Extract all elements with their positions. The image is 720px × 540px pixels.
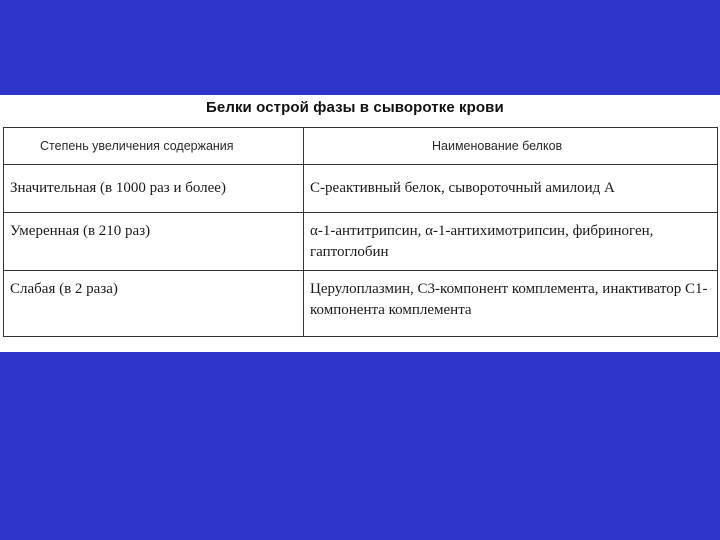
cell-level-significant: Значительная (в 1000 раз и более) [4, 165, 304, 213]
table-row [4, 165, 718, 213]
header-proteins: Наименование белков [304, 128, 718, 165]
cell-proteins-moderate: α-1-антитрипсин, α-1-антихимотрипсин, фибриноген, гаптоглобин [304, 213, 718, 271]
table-row [4, 271, 718, 337]
cell-level-weak: Слабая (в 2 раза) [4, 271, 304, 337]
cell-level-moderate: Умеренная (в 210 раз) [4, 213, 304, 271]
table-title: Белки острой фазы в сыворотке крови [206, 99, 504, 116]
acute-phase-proteins-table [3, 127, 718, 337]
cell-proteins-significant: С-реактивный белок, сывороточный амилоид А [304, 165, 718, 213]
cell-proteins-weak: Церулоплазмин, С3-компонент комплемента, инактиватор С1-компонента комплемента [304, 271, 718, 337]
table-row [4, 213, 718, 271]
header-level: Степень увеличения содержания [4, 128, 304, 165]
scanned-table-image [0, 95, 720, 352]
table-header-row [4, 128, 718, 165]
